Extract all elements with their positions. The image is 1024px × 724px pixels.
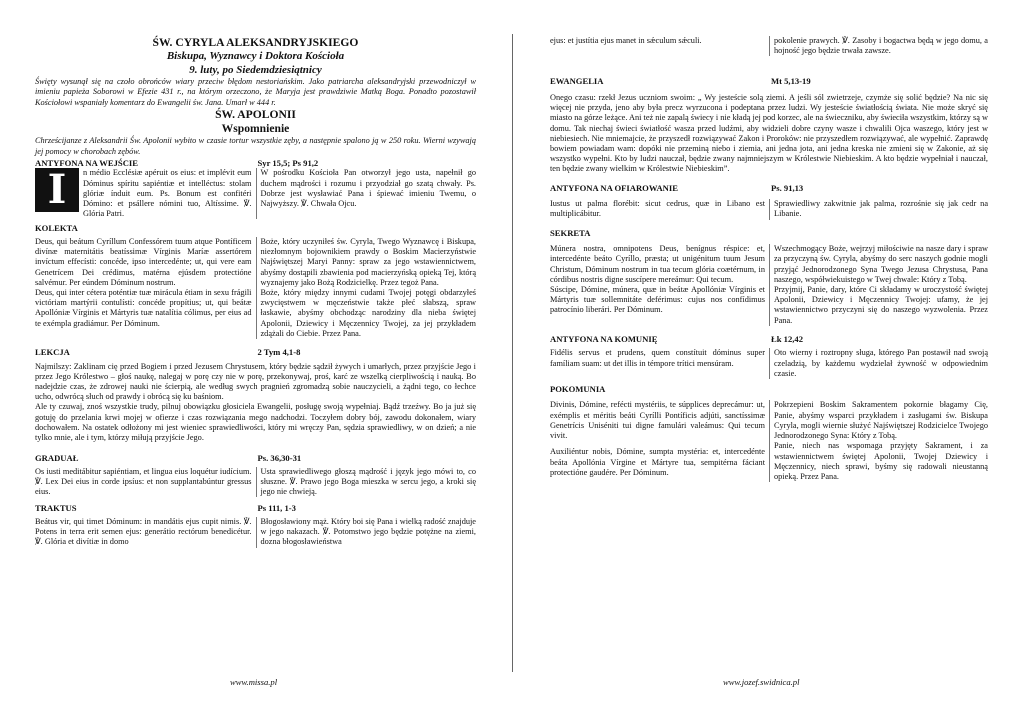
feast-subtitle: Biskupa, Wyznawcy i Doktora Kościoła <box>166 50 345 63</box>
introit-text <box>35 168 476 219</box>
offertory-polish: Sprawiedliwy zakwitnie jak palma, rozrośnie się jak cedr na Libanie. <box>769 199 988 219</box>
tract-continued-latin: ejus: et justítia ejus manet in sǽculum sǽculi. <box>550 36 702 45</box>
offertory-ref: Ps. 91,13 <box>771 182 804 193</box>
introit-ref: Syr 15,5; Ps 91,2 <box>257 157 319 168</box>
secret-header <box>550 228 988 239</box>
offertory-label: ANTYFONA NA OFIAROWANIE <box>550 182 678 193</box>
lesson-ref: 2 Tym 4,1-8 <box>257 346 301 357</box>
gospel-header <box>550 76 988 87</box>
collect-polish: Boże, który uczyniłeś św. Cyryla, Twego Wyznawcę i Biskupa, niezłomnym bojownikiem prawdy o Boskim Macierzyństwie Najświętszej Maryi Panny: spraw za jego wstawiennictwem, abyśmy dostąpili zbawienia pod macierzyńską opieką Tej, którą wyznajemy jako Bożą Rodzicielkę. Przez tegoż Pana. Boże, który między innymi cudami Twojej potęgi obdarzyłeś zwycięstwem w męczeństwie także płeć słabszą, spraw łaskawie, abyśmy obchodząc narodziny dla nieba świętej Apolonii, Dziewicy i Męczennicy Twojej, za jej przykładem zdążali do Ciebie. Przez Pana. <box>256 237 477 339</box>
gospel-label: EWANGELIA <box>550 76 604 87</box>
feast-title: ŚW. CYRYLA ALEKSANDRYJSKIEGO <box>152 36 359 49</box>
tract-text <box>35 517 476 548</box>
communion-header <box>550 334 988 345</box>
collect-latin: Deus, qui beátum Cyríllum Confessórem tuum atque Pontíficem divínæ maternitátis beatíssimæ Vírginis Maríæ assertórem invíctum effecísti: concéde, ipso intercedénte; ut, qui vere eam Genetrícem Dei crédimus, matérna ejúsdem protectióne salvémur. Per eúndem Dóminum nostrum. Deus, qui inter cétera poténtiæ tuæ mirácula étiam in sexu frágili victóriam martýrii contulísti: concéde propítius; ut, qui beátæ Apollóniæ Vírginis et Mártyris tuæ natalítia cólimus, per eius ad te exémpla gradiámur. Per Dóminum. <box>35 236 252 328</box>
postcommunion-header <box>550 384 988 395</box>
left-footer-link[interactable]: www.missa.pl <box>230 677 278 687</box>
gradual-polish: Usta sprawiedliwego głoszą mądrość i język jego mówi to, co słuszne. ℣. Prawo jego Boga mieszka w sercu jego, a kroki się jego nie chwieją. <box>256 467 477 498</box>
tract-label: TRAKTUS <box>35 503 77 514</box>
gradual-ref: Ps. 36,30-31 <box>257 453 302 464</box>
tract-ref: Ps 111, 1-3 <box>257 503 296 514</box>
commemoration-title: ŚW. APOLONII <box>215 107 296 121</box>
offertory-latin: Iustus ut palma florébit: sicut cedrus, quæ in Libano est multiplicábitur. <box>550 199 765 219</box>
introit-header <box>35 158 476 169</box>
gospel-ref: Mt 5,13-19 <box>771 76 811 87</box>
communion-ref: Łk 12,42 <box>771 333 803 344</box>
commemoration-intro: Chrześcijanze z Aleksandrii Św. Apolonii wybito w czasie tortur wszystkie zęby, a następnie spalono ją w 250 roku. Wierni wzywają jej pomocy w chorobach zębów. <box>35 136 476 156</box>
offertory-text <box>550 199 988 219</box>
communion-latin: Fidélis servus et prudens, quem constítuit dóminus super famíliam suam: ut det illis in témpore trítici mensúram. <box>550 348 765 368</box>
postcommunion-label: POKOMUNIA <box>550 383 606 394</box>
offertory-header <box>550 183 988 194</box>
tract-continued <box>550 36 988 56</box>
postcommunion-text <box>550 400 988 482</box>
feast-date: 9. luty, po Siedemdziesiątnicy <box>189 63 322 76</box>
dropcap-ornament: I <box>35 168 79 212</box>
gradual-text <box>35 467 476 498</box>
introit-label: ANTYFONA NA WEJŚCIE <box>35 157 138 168</box>
secret-latin: Múnera nostra, omnipotens Deus, benígnus réspice: et, intercedénte beáto Cyríllo, præsta; ut unigénitum tuum Jesum Christum, Dóminum nostrum in tua tecum glória coætérnum, in córdibus nostris digne suscípere mereámur: Qui tecum. Súscipe, Dómine, múnera, quæ in beátæ Apollóniæ Vírginis et Mártyris tuæ sollemnitáte deférimus: cujus nos confídimus patrocínio liberári. Per Dóminum. <box>550 244 765 315</box>
lesson-header <box>35 347 476 358</box>
introit-latin: I n médio Ecclésiæ apéruit os eius: et implévit eum Dóminus spíritu sapiéntiæ et intelléctus: stolam glóriæ índuit eum. Ps. Bonum est confitéri Dómino: et psállere nómini tuo, Altíssime. ℣. Glória Patri. <box>35 168 256 219</box>
secret-text <box>550 244 988 326</box>
gospel-text: Onego czasu: rzekł Jezus uczniom swoim: „ Wy jesteście solą ziemi. A jeśli sól zwietrzeje, czymże się solić będzie? Na nic się więcej nie przyda, jeno aby była precz wyrzucona i podeptana przez ludzi. Wy jesteście światłością świata. Nie może skryć się miasto na górze leżące. Ani też nie zapalą świecy i nie kładą jej pod korzec, ale na świeczniku, aby świeciła wszystkim, którzy są w domu. Tak niechaj świeci światłość wasza przed ludźmi, aby widzieli dobre czyny wasze i chwalili Ojca waszego, który jest w niebiesiech. Nie mniemajcie, że przyszedł rozwiązywać Zakon i Proroków: nie przyszedłem rozwiązywać, ale wypełnić. Zaprawdę bowiem powiadam wam: dopóki nie przeminą niebo i ziemia, ani jedna jota, ani jedna kreska nie zmieni się w Zakonie, aż się wszystko wypełni. Kto by ludzi nauczał, będzie zwany najmniejszym w Królestwie Niebieskim. A kto będzie wypełniał i nauczał, ten będzie zwany wielkim w Królestwie Niebieskim”. <box>550 92 988 174</box>
introit-polish: W pośrodku Kościoła Pan otworzył jego usta, napełnił go duchem mądrości i rozumu i przyodział go szatą chwały. Ps. Dobrze jest wysławiać Pana i śpiewać imieniu Twemu, o Najwyższy. ℣. Chwała Ojcu. <box>256 168 477 219</box>
tract-continued-polish: pokolenie prawych. ℣. Zasoby i bogactwa będą w jego domu, a hojność jego będzie trwała zawsze. <box>769 36 988 56</box>
collect-text <box>35 237 476 339</box>
tract-header <box>35 503 476 514</box>
communion-polish: Oto wierny i roztropny sługa, którego Pan postawił nad swoją czeladzią, by każdemu wydzielał żywność w odpowiednim czasie. <box>769 348 988 379</box>
communion-label: ANTYFONA NA KOMUNIĘ <box>550 333 658 344</box>
lesson-text: Najmilszy: Zaklinam cię przed Bogiem i przed Jezusem Chrystusem, który będzie sądził żywych i umarłych, przez przyjście Jego i przez Jego Królestwo – głoś naukę, nalegaj w porę czy nie w porę, przekonywaj, proś, karć ze wszelką cierpliwością i nauką. Bo nadejdzie czas, że zdrowej nauki nie ścierpią, ale według swych pragnień zgromadzą sobie nauczycieli, a żądni tego, co łechce ucho, odwrócą słuch od prawdy i obrócą się ku baśniom. Ale ty czuwaj, znoś wszystkie trudy, pilnuj obowiązku głosiciela Ewangelii, posługę swoją wypełniaj. Bądź trzeźwy. Bo ja już się gotuję do przelania krwi mojej w ofierze i czas rozwiązania mego nadchodzi. Toczyłem dobry bój, zawodu dokonałem, wiary dochowałem. Na ostatek odłożony mi jest wieniec sprawiedliwości, który mi wręczy Pan, sędzia sprawiedliwy, w on dzień; a nie tylko mnie, ale i tym, którzy miłują przyjście Jego. <box>35 361 476 442</box>
secret-label: SEKRETA <box>550 227 591 238</box>
lesson-label: LEKCJA <box>35 346 70 357</box>
collect-label: KOLEKTA <box>35 223 78 234</box>
tract-polish: Błogosławiony mąż. Który boi się Pana i wielką radość znajduje w jego nakazach. ℣. Potomstwo jego będzie potężne na ziemi, dozna błogosławieństwa <box>256 517 477 548</box>
gradual-label: GRADUAŁ <box>35 453 79 464</box>
commemoration-subtitle: Wspomnienie <box>221 122 290 136</box>
gradual-latin: Os iusti meditábitur sapiéntiam, et lingua eius loquétur iudícium. ℣. Lex Dei eius in corde ipsíus: et non supplantabúntur gressus eius. <box>35 466 252 497</box>
right-page <box>512 0 1024 724</box>
postcommunion-polish: Pokrzepieni Boskim Sakramentem pokornie błagamy Cię, Panie, abyśmy wsparci przykładem i zasługami św. Biskupa Cyryla, mogli wiernie służyć Najświętszej Rodzicielce Twojego Jednorodzonego Syna: Który z Tobą. Panie, niech nas wspomaga przyjęty Sakrament, i za wstawiennictwem świętej Apolonii, Twojej Dziewicy i Męczennicy, niech sprawi, byśmy się radowali nieustanną opieką. Przez Pana. <box>769 400 988 482</box>
tract-latin: Beátus vir, qui timet Dóminum: in mandátis ejus cupit nimis. ℣. Potens in terra erit semen ejus: generátio rectórum benedicétur. ℣. Glória et divítiæ in domo <box>35 516 252 547</box>
right-footer-link[interactable]: www.jozef.swidnica.pl <box>723 677 800 687</box>
communion-text <box>550 348 988 379</box>
secret-polish: Wszechmogący Boże, wejrzyj miłościwie na nasze dary i spraw za przyczyną św. Cyryla, abyśmy do serc naszych godnie mogli przyjąć Jednorodzonego Syna Twego Jezusa Chrystusa, Pana naszego, współwiekuistego w Twej chwale: Który z Tobą. Przyjmij, Panie, dary, które Ci składamy w uroczystość świętej Apolonii, Dziewicy i Męczennicy Twojej: ufamy, że jej wstawiennictwo przyczyni się do naszego wyzwolenia. Przez Pana. <box>769 244 988 326</box>
gradual-header <box>35 453 476 464</box>
postcommunion-latin: Divinis, Dómine, refécti mystériis, te súpplices deprecámur: ut, exémplis et méritis beáti Cyrílli Pontíficis adjúti, sanctíssimæ Genetrícis Uniséniti tui digne famulári valeámus: Qui tecum vivit. Auxiliéntur nobis, Dómine, sumpta mystéria: et, intercedénte beáta Apollónia Vírgine et Mártyre tua, sempitérna fáciant protectióne gaudére. Per Dóminum. <box>550 400 765 477</box>
collect-header <box>35 223 476 234</box>
feast-intro: Święty wysunął się na czoło obrońców wiary przeciw błędom nestoriańskim. Jako patriarcha aleksandryjski przewodniczył w imieniu papieża Soborowi w Efezie 431 r., na którym orzeczono, że Maryja jest prawdziwie Matką Boga. Ponadto pozostawił Kościołowi wspaniały komentarz do Ewangelii św. Jana. Umarł w 444 r. <box>35 77 476 107</box>
